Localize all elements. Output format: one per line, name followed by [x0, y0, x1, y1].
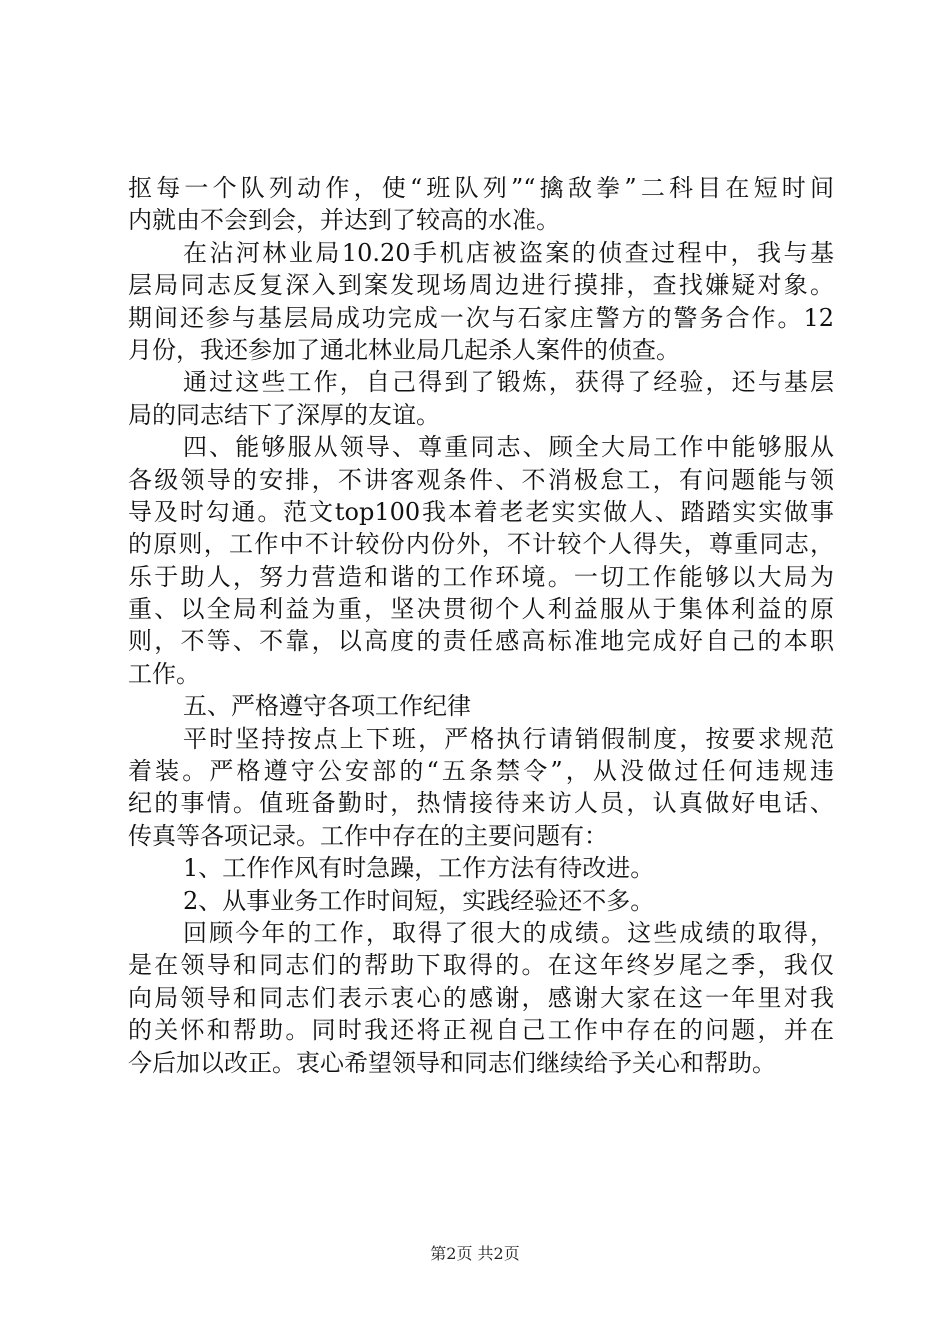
text-line: 重、以全局利益为重，坚决贯彻个人利益服从于集体利益的原 [128, 595, 834, 624]
list-item: 1、工作作风有时急躁，工作方法有待改进。 [183, 854, 655, 883]
text-line: 工作。 [128, 659, 200, 688]
text-line: 各级领导的安排，不讲客观条件、不消极怠工，有问题能与领 [128, 465, 834, 494]
section-heading-5: 五、严格遵守各项工作纪律 [183, 692, 471, 721]
page-footer [0, 1244, 950, 1264]
paragraph-start: 平时坚持按点上下班，严格执行请销假制度，按要求规范 [183, 724, 834, 753]
paragraph-start: 通过这些工作，自己得到了锻炼，获得了经验，还与基层 [183, 368, 834, 397]
text-line: 是在领导和同志们的帮助下取得的。在这年终岁尾之季，我仅 [128, 951, 834, 980]
text-line: 乐于助人，努力营造和谐的工作环境。一切工作能够以大局为 [128, 562, 834, 591]
text-line: 期间还参与基层局成功完成一次与石家庄警方的警务合作。12 [128, 303, 834, 332]
section-heading-4: 四、能够服从领导、尊重同志、顾全大局工作中能够服从 [183, 433, 834, 462]
text-line: 层局同志反复深入到案发现场周边进行摸排，查找嫌疑对象。 [128, 271, 834, 300]
text-line: 局的同志结下了深厚的友谊。 [128, 400, 440, 429]
text-line: 的关怀和帮助。同时我还将正视自己工作中存在的问题，并在 [128, 1016, 834, 1045]
text-line: 则，不等、不靠，以高度的责任感高标准地完成好自己的本职 [128, 627, 834, 656]
text-line: 纪的事情。值班备勤时，热情接待来访人员，认真做好电话、 [128, 789, 834, 818]
text-line: 传真等各项记录。工作中存在的主要问题有： [128, 821, 608, 850]
text-line: 向局领导和同志们表示衷心的感谢，感谢大家在这一年里对我 [128, 983, 834, 1012]
text-line: 抠每一个队列动作，使“班队列”“擒敌拳”二科目在短时间 [128, 174, 834, 202]
text-line: 月份，我还参加了通北林业局几起杀人案件的侦查。 [128, 335, 680, 364]
text-line: 今后加以改正。衷心希望领导和同志们继续给予关心和帮助。 [128, 1048, 776, 1077]
paragraph-start: 在沾河林业局10.20手机店被盗案的侦查过程中，我与基 [183, 238, 834, 267]
text-line: 内就由不会到会，并达到了较高的水准。 [128, 206, 560, 235]
paragraph-start: 回顾今年的工作，取得了很大的成绩。这些成绩的取得， [183, 918, 834, 947]
document-body [128, 172, 834, 1079]
page-number-label: 第2页 共2页 [430, 1244, 520, 1263]
text-line: 着装。严格遵守公安部的“五条禁令”，从没做过任何违规违 [128, 757, 834, 786]
text-line: 导及时勾通。范文top100我本着老老实实做人、踏踏实实做事 [128, 497, 834, 526]
text-line: 的原则，工作中不计较份内份外，不计较个人得失，尊重同志， [128, 530, 834, 559]
list-item: 2、从事业务工作时间短，实践经验还不多。 [183, 886, 655, 915]
